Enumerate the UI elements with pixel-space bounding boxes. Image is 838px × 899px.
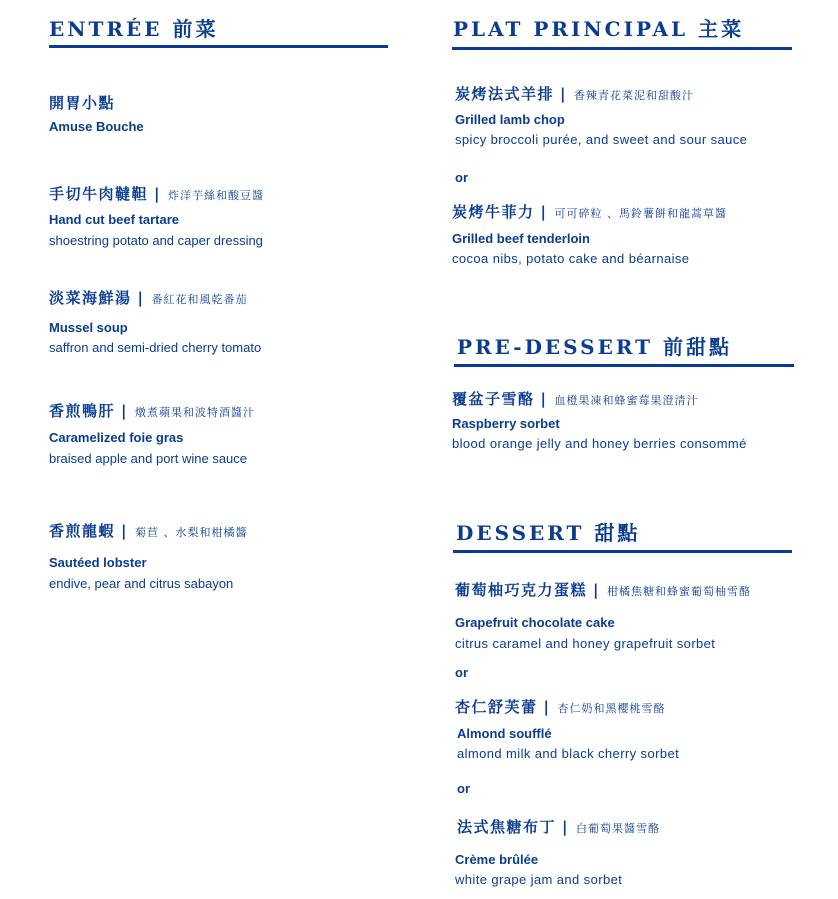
entree-item-5-desc: endive, pear and citrus sabayon [49, 576, 234, 591]
dessert-item-2-en: Almond soufflé [457, 726, 552, 741]
dessert-item-1-heading [455, 579, 751, 600]
separator: | [540, 203, 548, 221]
dessert-item-2-heading [455, 696, 666, 717]
dessert-item-2-zh: 杏仁舒芙蕾 [455, 698, 538, 716]
plat-divider [452, 47, 792, 50]
predessert-item-1-zh-desc: 血橙果凍和蜂蜜莓果澄清汁 [554, 394, 699, 407]
plat-item-1-en: Grilled lamb chop [455, 112, 565, 127]
entree-item-5-heading [49, 520, 248, 541]
entree-item-2-en: Hand cut beef tartare [49, 212, 180, 227]
entree-item-4-en: Caramelized foie gras [49, 430, 184, 445]
plat-item-1-desc: spicy broccoli purée, and sweet and sour sauce [455, 132, 748, 147]
plat-title: PLAT PRINCIPAL 主菜 [453, 17, 745, 41]
entree-item-3-zh: 淡菜海鮮湯 [49, 289, 132, 307]
or-label: or [455, 665, 468, 680]
entree-item-5-en: Sautéed lobster [49, 555, 147, 570]
entree-item-2-zh: 手切牛肉韃靼 [49, 185, 149, 203]
plat-item-2-desc: cocoa nibs, potato cake and béarnaise [452, 251, 690, 266]
dessert-item-3-desc: white grape jam and sorbet [455, 872, 623, 887]
predessert-item-1-desc: blood orange jelly and honey berries consommé [452, 436, 747, 451]
entree-item-3-zh-desc: 番紅花和風乾番茄 [151, 293, 248, 306]
entree-item-1-zh: 開胃小點 [49, 94, 116, 112]
dessert-title: DESSERT 甜點 [456, 521, 641, 545]
entree-item-5-zh: 香煎龍蝦 [49, 522, 116, 540]
separator: | [562, 818, 569, 836]
plat-item-1-heading [455, 83, 694, 104]
plat-item-1-zh-desc: 香辣青花菜泥和甜酸汁 [574, 89, 694, 102]
dessert-item-2-desc: almond milk and black cherry sorbet [457, 746, 680, 761]
dessert-item-3-zh: 法式焦糖布丁 [457, 818, 557, 836]
entree-item-2-zh-desc: 炸洋芋絲和酸豆醬 [168, 189, 264, 202]
entree-divider [49, 45, 388, 48]
entree-item-4-heading [49, 400, 255, 421]
dessert-item-1-en: Grapefruit chocolate cake [455, 615, 615, 630]
entree-item-4-zh-desc: 燉煮蘋果和波特酒醬汁 [135, 406, 255, 419]
dessert-item-1-zh: 葡萄柚巧克力蛋糕 [455, 581, 588, 599]
entree-item-4-desc: braised apple and port wine sauce [49, 451, 248, 466]
predessert-item-1-heading [452, 388, 699, 409]
separator: | [121, 522, 128, 540]
dessert-item-2-zh-desc: 杏仁奶和黑櫻桃雪酪 [557, 702, 666, 715]
dessert-item-1-desc: citrus caramel and honey grapefruit sorbet [455, 636, 716, 651]
separator: | [543, 698, 551, 716]
plat-item-1-zh: 炭烤法式羊排 [455, 85, 555, 103]
plat-item-2-zh: 炭烤牛菲力 [452, 203, 535, 221]
predessert-divider [454, 364, 794, 367]
entree-item-2-heading [49, 183, 264, 204]
plat-item-2-en: Grilled beef tenderloin [452, 231, 590, 246]
entree-item-3-heading [49, 287, 248, 308]
plat-item-2-zh-desc: 可可碎粒 、馬鈴薯餅和龍蒿草醬 [554, 207, 727, 220]
entree-item-3-desc: saffron and semi-dried cherry tomato [49, 340, 262, 355]
separator: | [154, 185, 161, 203]
dessert-item-3-zh-desc: 白葡萄果醬雪酪 [576, 822, 660, 835]
dessert-item-1-zh-desc: 柑橘焦糖和蜂蜜葡萄柚雪酪 [607, 585, 751, 598]
separator: | [593, 581, 600, 599]
separator: | [540, 390, 548, 408]
predessert-item-1-zh: 覆盆子雪酪 [452, 390, 535, 408]
or-label: or [457, 781, 470, 796]
or-label: or [455, 170, 468, 185]
predessert-item-1-en: Raspberry sorbet [452, 416, 560, 431]
entree-title: ENTRÉE 前菜 [49, 17, 219, 41]
dessert-item-3-heading [457, 816, 660, 837]
entree-item-1-en: Amuse Bouche [49, 119, 144, 134]
entree-item-2-desc: shoestring potato and caper dressing [49, 233, 263, 248]
separator: | [137, 289, 145, 307]
predessert-title: PRE-DESSERT 前甜點 [457, 335, 732, 359]
dessert-item-3-en: Crème brûlée [455, 852, 539, 867]
plat-item-2-heading [452, 201, 727, 222]
entree-item-4-zh: 香煎鴨肝 [49, 402, 116, 420]
dessert-divider [453, 550, 792, 553]
separator: | [560, 85, 567, 103]
entree-item-3-en: Mussel soup [49, 320, 128, 335]
separator: | [121, 402, 128, 420]
entree-item-5-zh-desc: 菊苣 、水梨和柑橘醬 [135, 526, 248, 539]
